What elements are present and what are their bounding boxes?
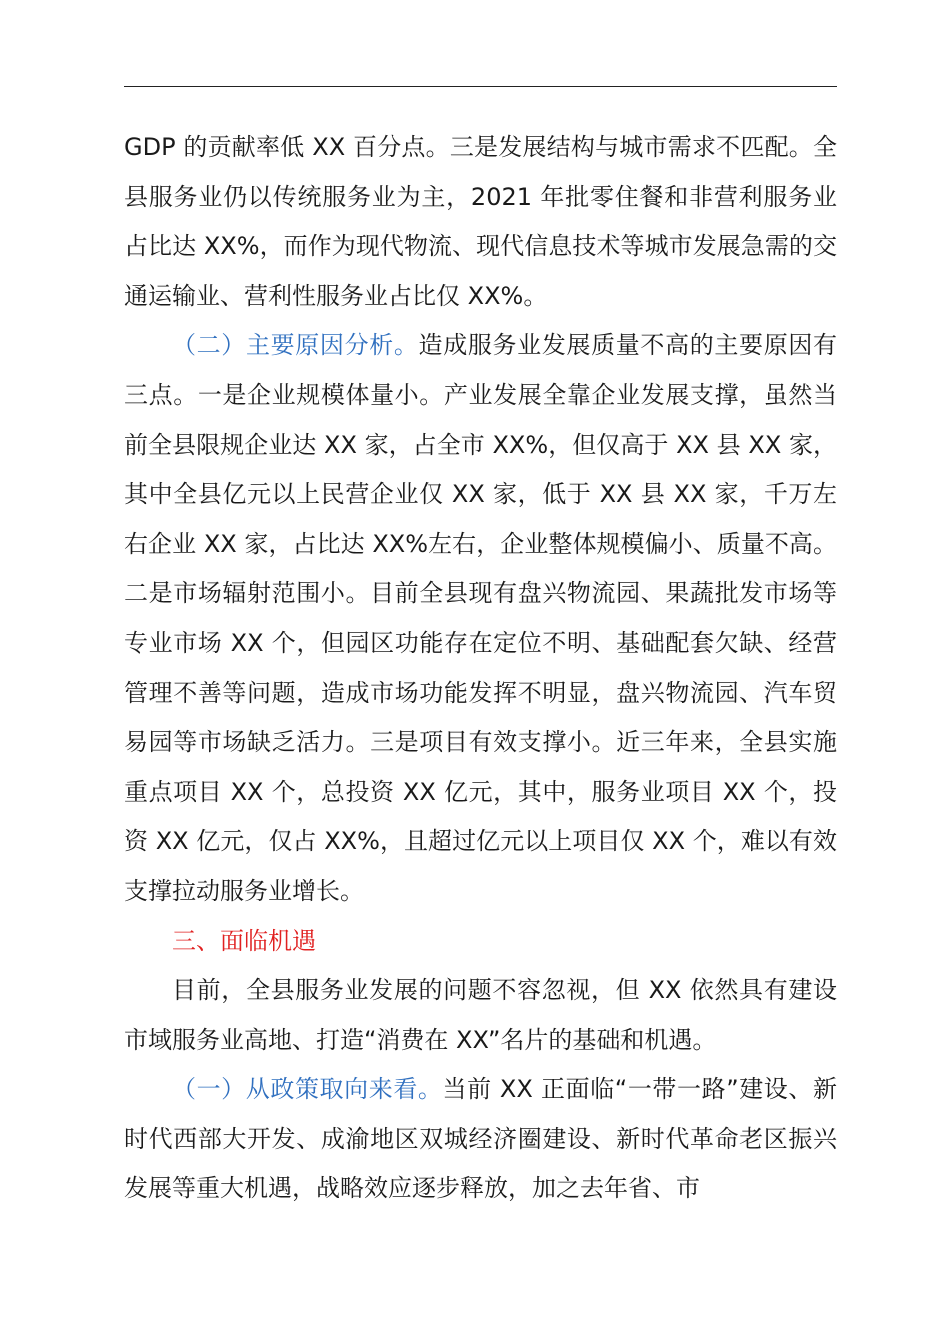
paragraph-opportunities-intro [124,966,837,1065]
paragraph-text: 造成服务业发展质量不高的主要原因有三点。一是企业规模体量小。产业发展全靠企业发展支撑，虽然当前全县限规企业达 XX 家，占全市 XX%，但仅高于 XX 县 XX 家，其中全县亿元以上民营企业仅 XX 家，低于 XX 县 XX 家，千万左右企业 XX 家，占比达 XX%左右，企业整体规模偏小、质量不高。二是市场辐射范围小。目前全县现有盘兴物流园、果蔬批发市场等专业市场 XX 个，但园区功能存在定位不明、基础配套欠缺、经营管理不善等问题，造成市场功能发挥不明显，盘兴物流园、汽车贸易园等市场缺乏活力。三是项目有效支撑小。近三年来，全县实施重点项目 XX 个，总投资 XX 亿元，其中，服务业项目 XX 个，投资 XX 亿元，仅占 XX%，且超过亿元以上项目仅 XX 个，难以有效支撑拉动服务业增长。 [124,331,838,905]
header-rule [124,86,837,87]
paragraph-text: 当前 XX 正面临“一带一路”建设、新时代西部大开发、成渝地区双城经济圈建设、新时代革命老区振兴发展等重大机遇，战略效应逐步释放，加之去年省、市 [124,1075,837,1203]
paragraph-text: 目前，全县服务业发展的问题不容忽视，但 XX 依然具有建设市域服务业高地、打造“消费在 XX”名片的基础和机遇。 [124,976,837,1054]
paragraph-policy-orientation [124,1065,837,1214]
paragraph-cause-analysis [124,321,837,916]
document-body [124,123,837,1214]
paragraph-continuation [124,123,837,321]
section-title-opportunities: 三、面临机遇 [172,926,316,955]
paragraph-text: GDP 的贡献率低 XX 百分点。三是发展结构与城市需求不匹配。全县服务业仍以传统服务业为主，2021 年批零住餐和非营利服务业占比达 XX%，而作为现代物流、现代信息技术等城市发展急需的交通运输业、营利性服务业占比仅 XX%。 [124,133,837,310]
subheading-main-causes: （二）主要原因分析。 [172,331,419,360]
subheading-policy-orientation: （一）从政策取向来看。 [172,1075,443,1104]
